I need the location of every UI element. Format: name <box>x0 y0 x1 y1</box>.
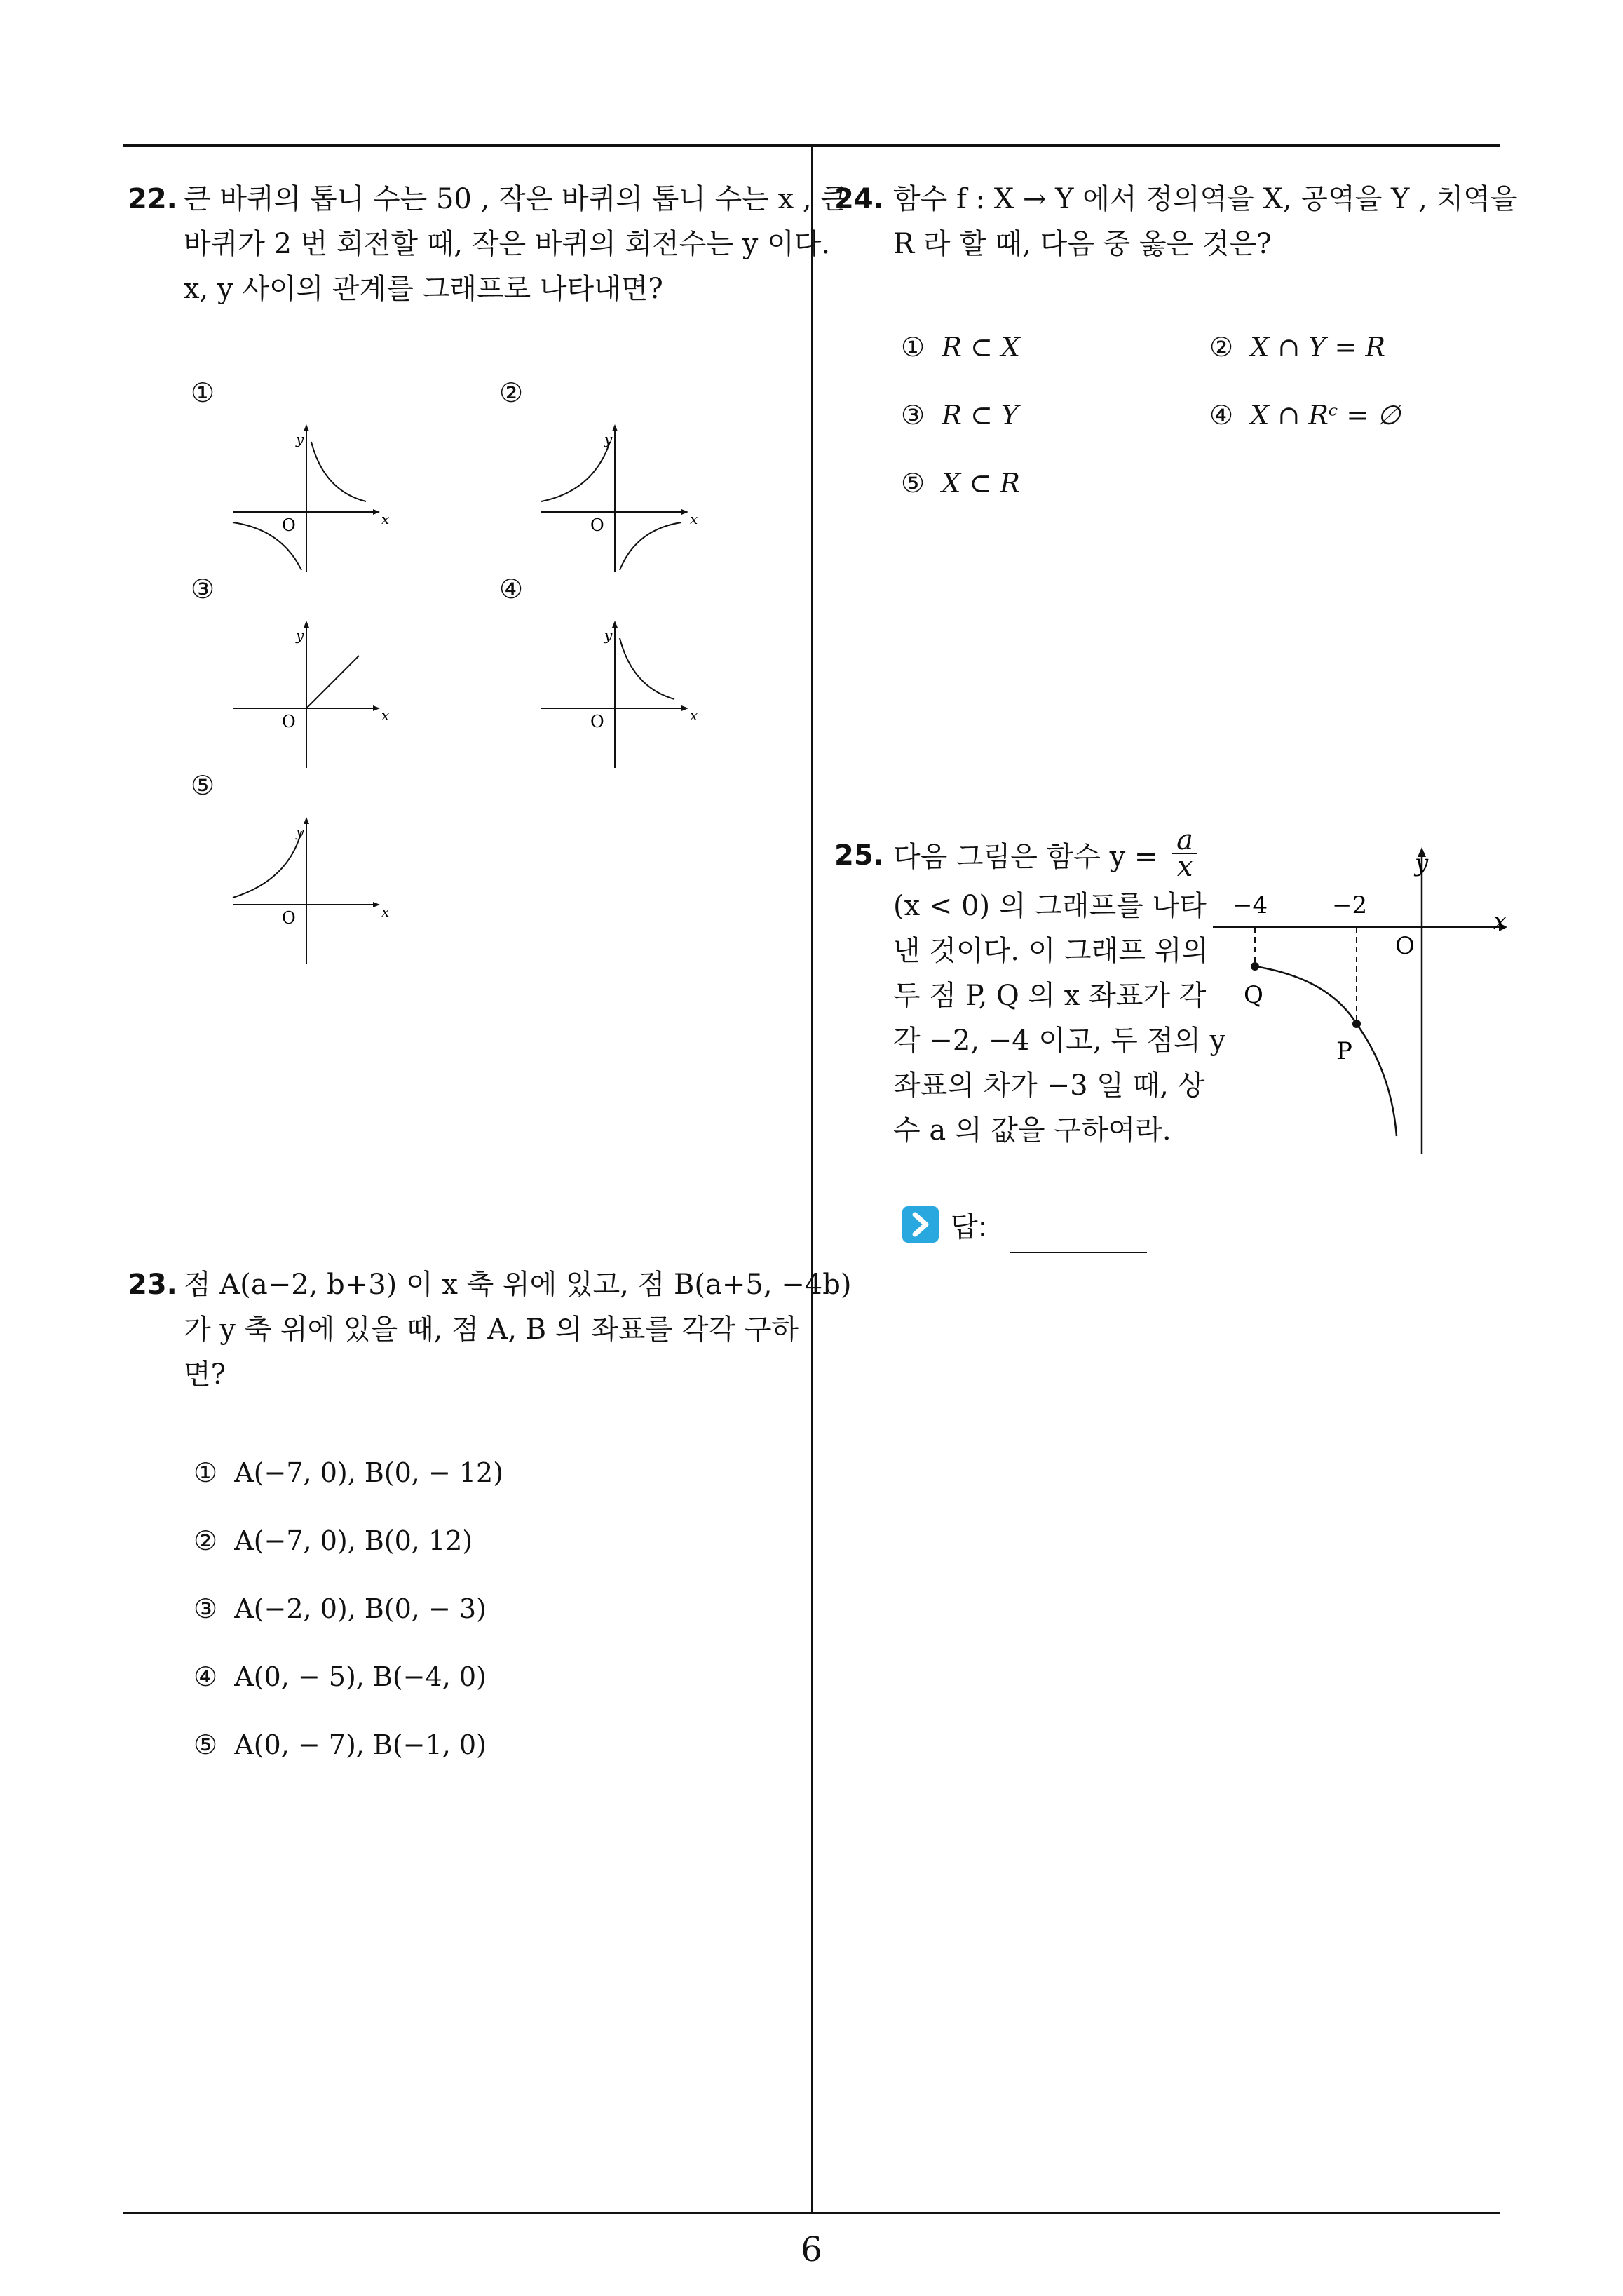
option-5[interactable] <box>901 466 1020 501</box>
axis-label-x: x <box>1493 907 1507 936</box>
point-p-label: P <box>1336 1037 1352 1065</box>
axis-label-y: y <box>296 431 304 447</box>
option-text: X ⊂ R <box>942 468 1020 499</box>
point-q-marker <box>1251 962 1259 971</box>
question-text-intro: 다음 그림은 함수 y = <box>893 841 1158 873</box>
origin-label: O <box>590 515 604 535</box>
option-mark: ③ <box>193 1593 218 1624</box>
option-mark: ⑤ <box>193 1729 218 1760</box>
option-text: A(−7, 0), B(0, − 12) <box>234 1457 504 1488</box>
option-text: A(0, − 5), B(−4, 0) <box>234 1661 487 1692</box>
option-graph <box>233 600 415 782</box>
option-mark: ① <box>901 332 925 363</box>
axis-label-y: y <box>1415 849 1429 877</box>
option-mark: ⑤ <box>191 770 215 801</box>
question-text-line: 수 a 의 값을 구하여라. <box>893 1114 1172 1147</box>
option-1[interactable] <box>193 1455 503 1490</box>
column-divider <box>811 144 813 2213</box>
question-text-line: 면? <box>184 1358 226 1391</box>
option-mark: ③ <box>901 400 925 431</box>
option-3[interactable] <box>901 398 1019 433</box>
question-text-line: 점 A(a−2, b+3) 이 x 축 위에 있고, 점 B(a+5, −4b) <box>184 1269 852 1301</box>
question-number: 24. <box>834 183 884 215</box>
origin-label: O <box>282 515 296 535</box>
answer-blank[interactable] <box>1010 1252 1147 1253</box>
fraction <box>1172 824 1197 883</box>
page-number: 6 <box>801 2230 822 2269</box>
option-3[interactable] <box>193 1591 487 1626</box>
option-text: X ∩ Rᶜ = ∅ <box>1250 400 1401 431</box>
axis-label-y: y <box>296 823 304 840</box>
option-mark: ③ <box>191 574 215 605</box>
axis-label-x: x <box>690 707 698 724</box>
option-graph <box>233 796 415 978</box>
axis-label-y: y <box>296 627 304 644</box>
fraction-denominator: x <box>1176 851 1193 883</box>
option-text: A(0, − 7), B(−1, 0) <box>234 1729 487 1760</box>
option-mark: ② <box>499 377 524 408</box>
function-graph <box>1213 842 1521 1164</box>
origin-label: O <box>1395 932 1415 960</box>
question-text-line: 낸 것이다. 이 그래프 위의 <box>893 935 1209 967</box>
axis-label-y: y <box>604 627 613 644</box>
option-1[interactable] <box>901 330 1020 365</box>
answer-label: 답: <box>951 1211 988 1243</box>
option-2[interactable] <box>1209 330 1385 365</box>
origin-label: O <box>282 712 296 731</box>
question-text-line: 바퀴가 2 번 회전할 때, 작은 바퀴의 회전수는 y 이다. <box>184 228 831 260</box>
question-number: 23. <box>128 1269 177 1301</box>
question-text-line: R 라 할 때, 다음 중 옳은 것은? <box>893 228 1272 260</box>
axis-label-x: x <box>381 707 390 724</box>
option-text: A(−7, 0), B(0, 12) <box>234 1525 473 1556</box>
question-text-line: 좌표의 차가 −3 일 때, 상 <box>893 1069 1205 1102</box>
fraction-numerator: a <box>1172 828 1197 854</box>
option-mark: ② <box>1209 332 1234 363</box>
tick-label-minus-4: −4 <box>1232 891 1268 919</box>
origin-label: O <box>282 908 296 928</box>
question-text-line: x, y 사이의 관계를 그래프로 나타내면? <box>184 273 663 305</box>
point-p-marker <box>1352 1020 1361 1028</box>
option-mark: ④ <box>499 574 524 605</box>
answer-icon <box>902 1206 939 1243</box>
axis-label-y: y <box>604 431 613 447</box>
option-graph <box>233 403 415 586</box>
option-mark: ① <box>191 377 215 408</box>
option-graph <box>541 403 724 586</box>
question-number: 22. <box>128 183 177 215</box>
option-text: A(−2, 0), B(0, − 3) <box>234 1593 487 1624</box>
option-4[interactable] <box>193 1659 487 1694</box>
point-q-label: Q <box>1244 981 1263 1009</box>
option-2[interactable] <box>193 1523 473 1558</box>
option-mark: ④ <box>1209 400 1234 431</box>
chevron-right-icon <box>902 1206 939 1243</box>
option-text: R ⊂ Y <box>942 400 1019 431</box>
bottom-rule <box>123 2212 1500 2214</box>
option-text: X ∩ Y = R <box>1250 332 1385 363</box>
option-4[interactable] <box>1209 398 1400 433</box>
option-5[interactable] <box>193 1727 487 1762</box>
question-text-line: 함수 f : X → Y 에서 정의역을 X, 공역을 Y , 치역을 <box>893 183 1518 215</box>
tick-label-minus-2: −2 <box>1332 891 1368 919</box>
question-text-line: (x < 0) 의 그래프를 나타 <box>893 890 1207 922</box>
question-text-line: 가 y 축 위에 있을 때, 점 A, B 의 좌표를 각각 구하 <box>184 1314 799 1346</box>
option-mark: ② <box>193 1525 218 1556</box>
question-text-line: 각 −2, −4 이고, 두 점의 y <box>893 1025 1226 1057</box>
option-mark: ① <box>193 1457 218 1488</box>
question-text-line: 큰 바퀴의 톱니 수는 50 , 작은 바퀴의 톱니 수는 x , 큰 <box>184 183 848 215</box>
option-mark: ⑤ <box>901 468 925 499</box>
axis-label-x: x <box>381 511 390 527</box>
origin-label: O <box>590 712 604 731</box>
option-text: R ⊂ X <box>942 332 1020 363</box>
axis-label-x: x <box>690 511 698 527</box>
question-number: 25. <box>834 839 884 872</box>
option-graph <box>541 600 724 782</box>
question-text-line: 두 점 P, Q 의 x 좌표가 각 <box>893 980 1207 1012</box>
option-mark: ④ <box>193 1661 218 1692</box>
axis-label-x: x <box>381 903 390 920</box>
